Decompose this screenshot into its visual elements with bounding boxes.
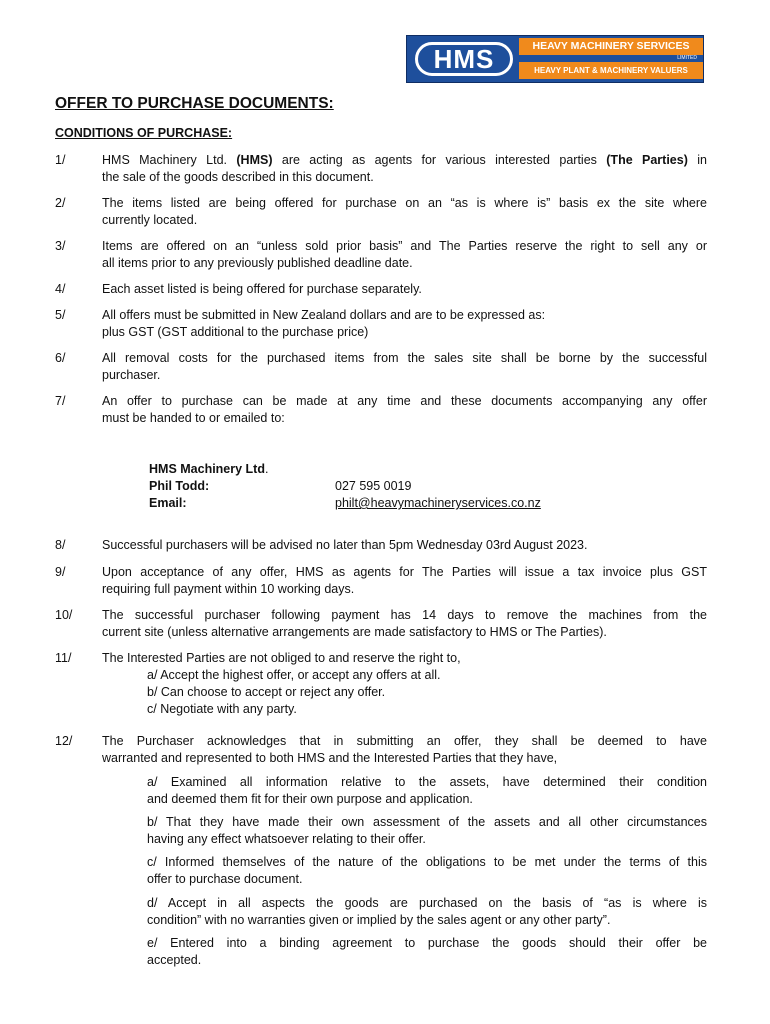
item-number: 2/ xyxy=(55,196,66,210)
contact-email-label: Email: xyxy=(149,496,187,510)
item-text: An offer to purchase can be made at any time and these documents accompanying any offer must be handed to or emailed to: xyxy=(102,394,707,425)
document-title: OFFER TO PURCHASE DOCUMENTS: xyxy=(55,95,334,112)
item11-sub: b/ Can choose to accept or reject any offer. xyxy=(147,685,386,699)
item-number: 1/ xyxy=(55,153,66,167)
item12-sub: b/ That they have made their own assessment of the assets and all other circumstances having any effect whatsoever relating to their offer. xyxy=(147,815,707,846)
item11-sub: c/ Negotiate with any party. xyxy=(147,702,297,716)
contact-email-link[interactable]: philt@heavymachineryservices.co.nz xyxy=(335,496,541,510)
item-text: Successful purchasers will be advised no later than 5pm Wednesday 03rd August 2023. xyxy=(102,538,588,552)
section-title: CONDITIONS OF PURCHASE: xyxy=(55,126,233,140)
item12-sub: a/ Examined all information relative to the assets, have determined their condition and deemed them fit for their own purpose and application. xyxy=(147,775,707,806)
item-text: Upon acceptance of any offer, HMS as agents for The Parties will issue a tax invoice plus GST requiring full payment within 10 working days. xyxy=(102,565,707,596)
item-number: 7/ xyxy=(55,394,66,408)
item-number: 3/ xyxy=(55,239,66,253)
item-number: 9/ xyxy=(55,565,66,579)
logo-tiny: LIMITED xyxy=(677,55,697,61)
contact-company: HMS Machinery Ltd. xyxy=(149,462,269,476)
logo-line2: HEAVY PLANT & MACHINERY VALUERS xyxy=(519,62,703,79)
item12-sub: e/ Entered into a binding agreement to purchase the goods should their offer be accepted. xyxy=(147,936,707,967)
logo-line1: HEAVY MACHINERY SERVICES xyxy=(519,38,703,55)
item-text: All removal costs for the purchased items from the sales site shall be borne by the successful purchaser. xyxy=(102,351,707,382)
item-text: Items are offered on an “unless sold prior basis” and The Parties reserve the right to sell any or all items prior to any previously published deadline date. xyxy=(102,239,707,270)
contact-name-label: Phil Todd: xyxy=(149,479,210,493)
item-text: HMS Machinery Ltd. (HMS) are acting as agents for various interested parties (The Parties) in the sale of the goods described in this document. xyxy=(102,153,707,184)
hms-logo xyxy=(406,35,704,83)
item-number: 12/ xyxy=(55,734,73,748)
item-number: 11/ xyxy=(55,651,72,665)
item-text: Each asset listed is being offered for purchase separately. xyxy=(102,282,422,296)
logo-text-block xyxy=(519,36,703,82)
item12-sub: c/ Informed themselves of the nature of the obligations to be met under the terms of this offer to purchase document. xyxy=(147,855,707,886)
logo-brand: HMS xyxy=(415,42,513,76)
item-number: 5/ xyxy=(55,308,66,322)
item-text: The items listed are being offered for purchase on an “as is where is” basis ex the site where currently located. xyxy=(102,196,707,227)
item-number: 4/ xyxy=(55,282,66,296)
contact-phone: 027 595 0019 xyxy=(335,479,412,493)
item-number: 8/ xyxy=(55,538,66,552)
item-text: All offers must be submitted in New Zealand dollars and are to be expressed as: plus GST (GST additional to the purchase price) xyxy=(102,308,546,339)
item12-sub: d/ Accept in all aspects the goods are purchased on the basis of “as is where is condition” with no warranties given or implied by the sales agent or any other party”. xyxy=(147,896,707,927)
item-number: 10/ xyxy=(55,608,73,622)
item-text: The Purchaser acknowledges that in submitting an offer, they shall be deemed to have warranted and represented to both HMS and the Interested Parties that they have, xyxy=(102,734,707,765)
item11-sub: a/ Accept the highest offer, or accept any offers at all. xyxy=(147,668,441,682)
item-text: The Interested Parties are not obliged to and reserve the right to, xyxy=(102,651,461,665)
item-text: The successful purchaser following payment has 14 days to remove the machines from the current site (unless alternative arrangements are made satisfactory to HMS or The Parties). xyxy=(102,608,707,639)
item-number: 6/ xyxy=(55,351,66,365)
